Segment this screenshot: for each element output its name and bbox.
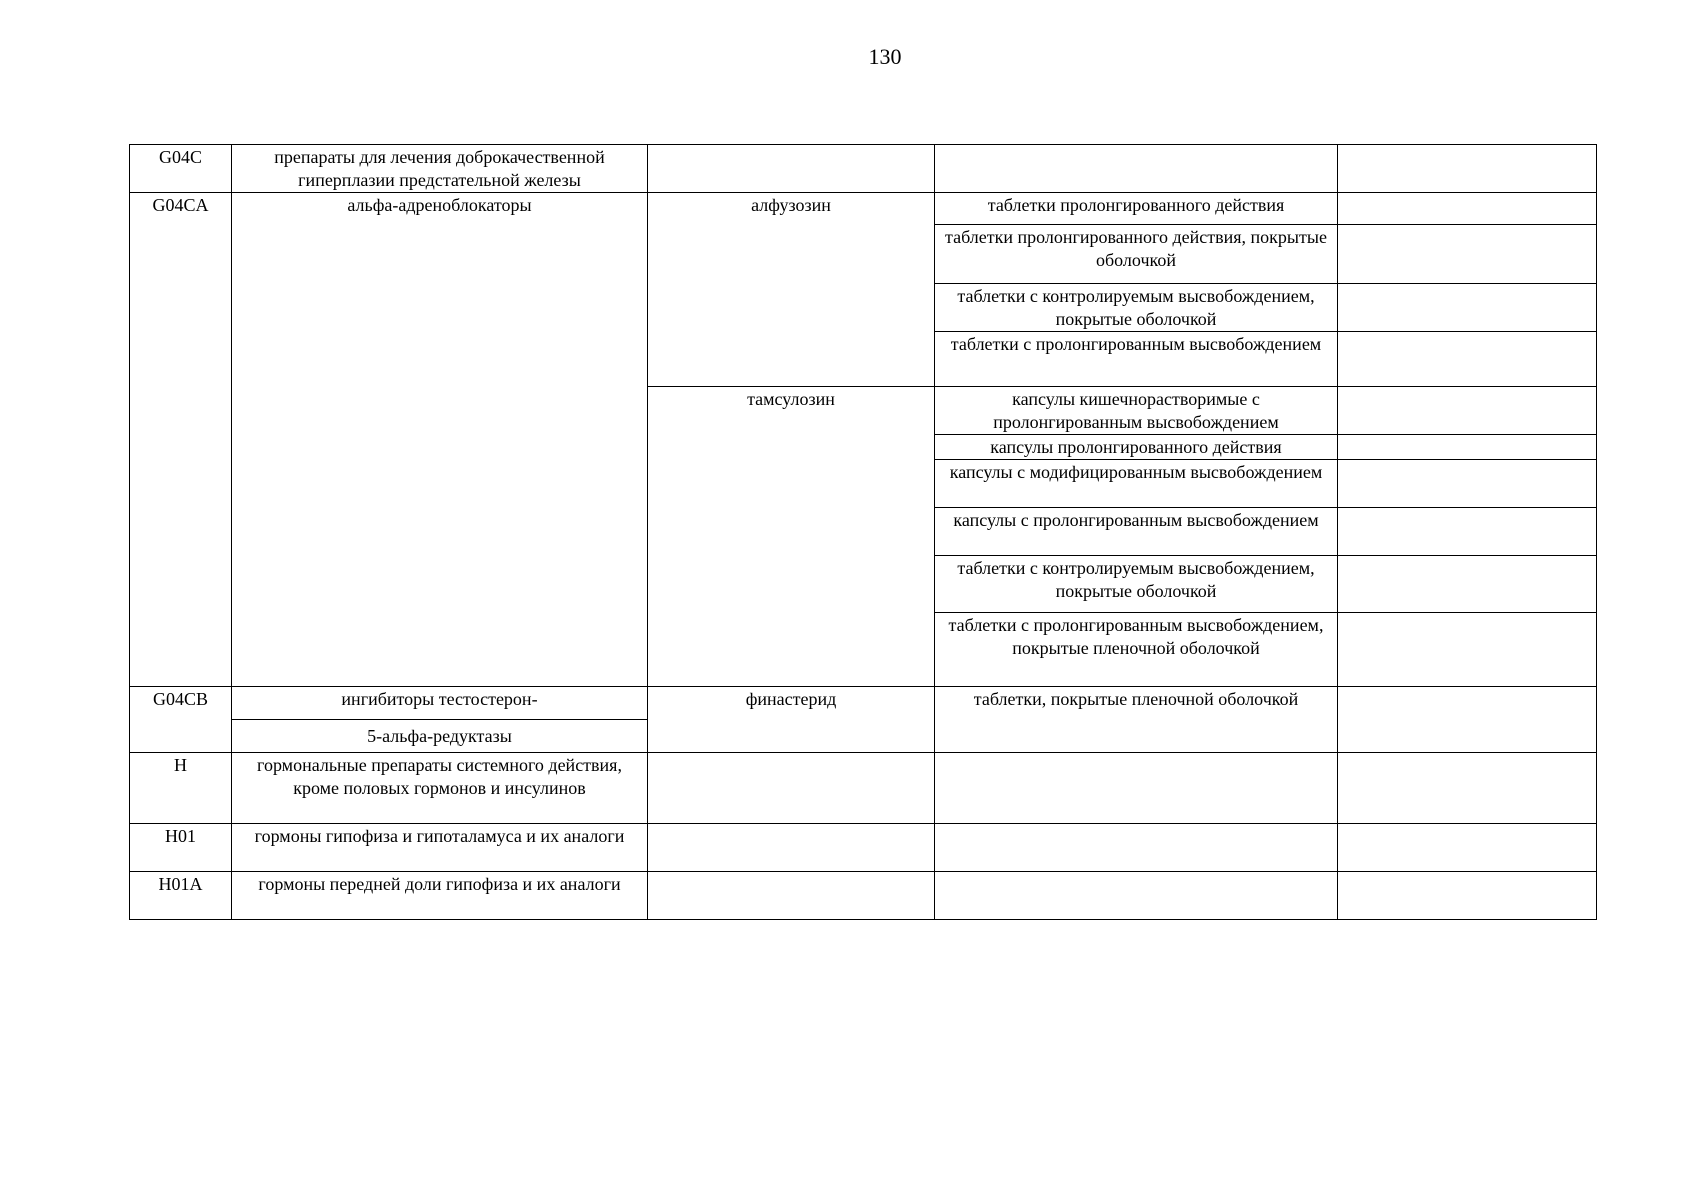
table-row [130, 687, 1597, 720]
atc-code-cell: G04CB [130, 687, 232, 753]
atc-group-cell: гормоны гипофиза и гипоталамуса и их аналоги [232, 824, 648, 872]
drug-name-cell: алфузозин [648, 193, 935, 387]
drug-table [129, 144, 1597, 920]
atc-group-cell: ингибиторы тестостерон- [232, 687, 648, 720]
atc-group-cell: альфа-адреноблокаторы [232, 193, 648, 687]
dosage-form-cell: таблетки пролонгированного действия, покрытые оболочкой [935, 225, 1338, 284]
table-row [130, 193, 1597, 225]
table-row [130, 753, 1597, 824]
note-cell [1338, 284, 1597, 332]
note-cell [1338, 460, 1597, 508]
atc-group-cell: гормоны передней доли гипофиза и их аналоги [232, 872, 648, 920]
drug-name-cell [648, 824, 935, 872]
note-cell [1338, 556, 1597, 613]
dosage-form-cell: таблетки, покрытые пленочной оболочкой [935, 687, 1338, 753]
table-row [130, 872, 1597, 920]
note-cell [1338, 508, 1597, 556]
dosage-form-cell: таблетки с пролонгированным высвобождением [935, 332, 1338, 387]
note-cell [1338, 872, 1597, 920]
dosage-form-cell [935, 824, 1338, 872]
drug-name-cell: тамсулозин [648, 387, 935, 687]
dosage-form-cell: таблетки с контролируемым высвобождением, покрытые оболочкой [935, 284, 1338, 332]
dosage-form-cell [935, 145, 1338, 193]
dosage-form-cell: капсулы с пролонгированным высвобождением [935, 508, 1338, 556]
atc-code-cell: H01 [130, 824, 232, 872]
dosage-form-cell [935, 872, 1338, 920]
table-row [130, 145, 1597, 193]
note-cell [1338, 613, 1597, 687]
dosage-form-cell: капсулы кишечнорастворимые с пролонгированным высвобождением [935, 387, 1338, 435]
dosage-form-cell: капсулы пролонгированного действия [935, 435, 1338, 460]
drug-name-cell [648, 753, 935, 824]
atc-code-cell: H01A [130, 872, 232, 920]
note-cell [1338, 435, 1597, 460]
atc-group-cell: препараты для лечения доброкачественной гиперплазии предстательной железы [232, 145, 648, 193]
note-cell [1338, 145, 1597, 193]
note-cell [1338, 332, 1597, 387]
atc-code-cell: H [130, 753, 232, 824]
table-row [130, 824, 1597, 872]
note-cell [1338, 753, 1597, 824]
note-cell [1338, 225, 1597, 284]
atc-code-cell: G04C [130, 145, 232, 193]
note-cell [1338, 387, 1597, 435]
drug-name-cell [648, 145, 935, 193]
atc-group-cell: гормональные препараты системного действия, кроме половых гормонов и инсулинов [232, 753, 648, 824]
note-cell [1338, 687, 1597, 753]
atc-group-cell: 5-альфа-редуктазы [232, 720, 648, 753]
drug-name-cell: финастерид [648, 687, 935, 753]
note-cell [1338, 193, 1597, 225]
dosage-form-cell: таблетки с контролируемым высвобождением, покрытые оболочкой [935, 556, 1338, 613]
drug-name-cell [648, 872, 935, 920]
atc-code-cell: G04CA [130, 193, 232, 687]
page-number: 130 [868, 44, 902, 69]
note-cell [1338, 824, 1597, 872]
dosage-form-cell: таблетки пролонгированного действия [935, 193, 1338, 225]
dosage-form-cell: капсулы с модифицированным высвобождением [935, 460, 1338, 508]
dosage-form-cell: таблетки с пролонгированным высвобождением, покрытые пленочной оболочкой [935, 613, 1338, 687]
dosage-form-cell [935, 753, 1338, 824]
